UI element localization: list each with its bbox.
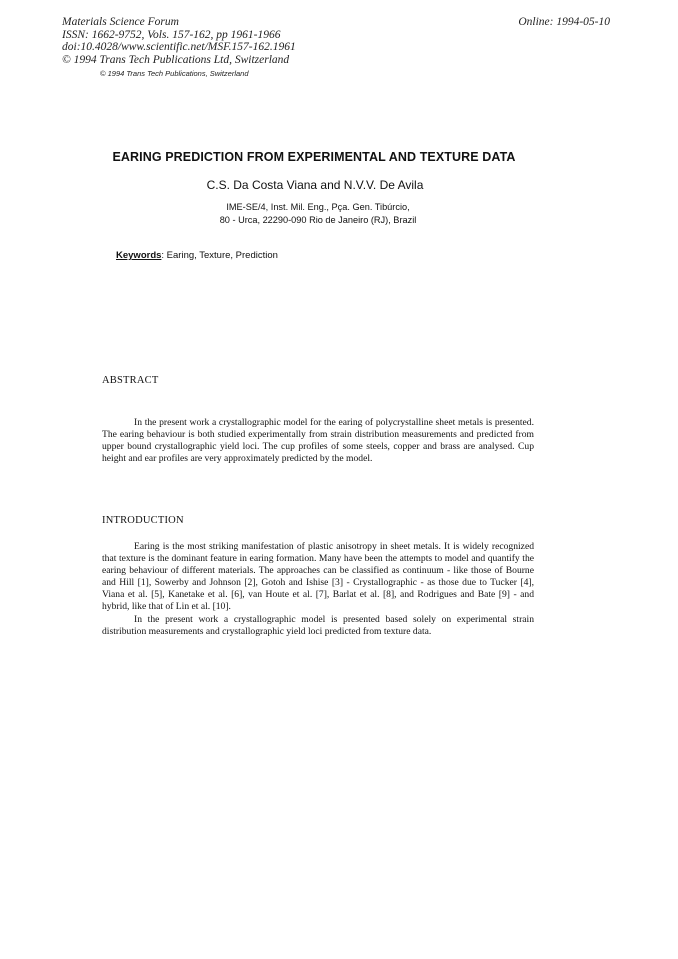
affiliation [0, 201, 636, 227]
introduction-body [102, 541, 534, 638]
doi-line: doi:10.4028/www.scientific.net/MSF.157-162.1961 [62, 41, 296, 53]
abstract-heading: ABSTRACT [102, 375, 159, 386]
introduction-heading: INTRODUCTION [102, 515, 184, 526]
affiliation-line-1: IME-SE/4, Inst. Mil. Eng., Pça. Gen. Tibúrcio, [226, 202, 410, 212]
abstract-body [102, 417, 534, 465]
journal-name: Materials Science Forum [62, 16, 179, 28]
issn-line: ISSN: 1662-9752, Vols. 157-162, pp 1961-1966 [62, 28, 281, 41]
introduction-paragraph-1: Earing is the most striking manifestation of plastic anisotropy in sheet metals. It is widely recognized that texture is the dominant feature in earing formation. Many have been the attempts to model and quantify the earing behaviour of different materials. The approaches can be classified as continuum - like those of Bourne and Hill [1], Sowerby and Johnson [2], Gotoh and Ishise [3] - Crystallographic - as those due to Tucker [4], Viana et al. [5], Kanetake et al. [6], van Houte et al. [7], Barlat et al. [8], and Rodrigues and Bate [9] - and hybrid, like that of Lin et al. [10]. [102, 541, 534, 613]
affiliation-line-2: 80 - Urca, 22290-090 Rio de Janeiro (RJ), Brazil [219, 215, 417, 225]
paper-title: EARING PREDICTION FROM EXPERIMENTAL AND TEXTURE DATA [112, 150, 516, 164]
introduction-paragraph-2: In the present work a crystallographic model is presented based solely on experimental strain distribution measurements and crystallographic yield loci predicted from texture data. [102, 613, 534, 637]
keywords-text: : Earing, Texture, Prediction [161, 250, 278, 261]
abstract-paragraph: In the present work a crystallographic model for the earing of polycrystalline sheet metals is presented. The earing behaviour is both studied experimentally from strain distribution measurements and predicted from upper bound crystallographic yield loci. The cup profiles of some steels, copper and brass are analysed. Cup height and ear profiles are very approximately predicted by the model. [102, 417, 534, 465]
journal-header [62, 16, 296, 66]
keywords-label: Keywords [116, 250, 162, 261]
keywords [116, 250, 278, 261]
publisher-stamp: © 1994 Trans Tech Publications, Switzerland [100, 69, 249, 78]
author-list: C.S. Da Costa Viana and N.V.V. De Avila [206, 178, 424, 192]
online-date: Online: 1994-05-10 [518, 16, 610, 28]
copyright-line: © 1994 Trans Tech Publications Ltd, Switzerland [62, 53, 290, 66]
